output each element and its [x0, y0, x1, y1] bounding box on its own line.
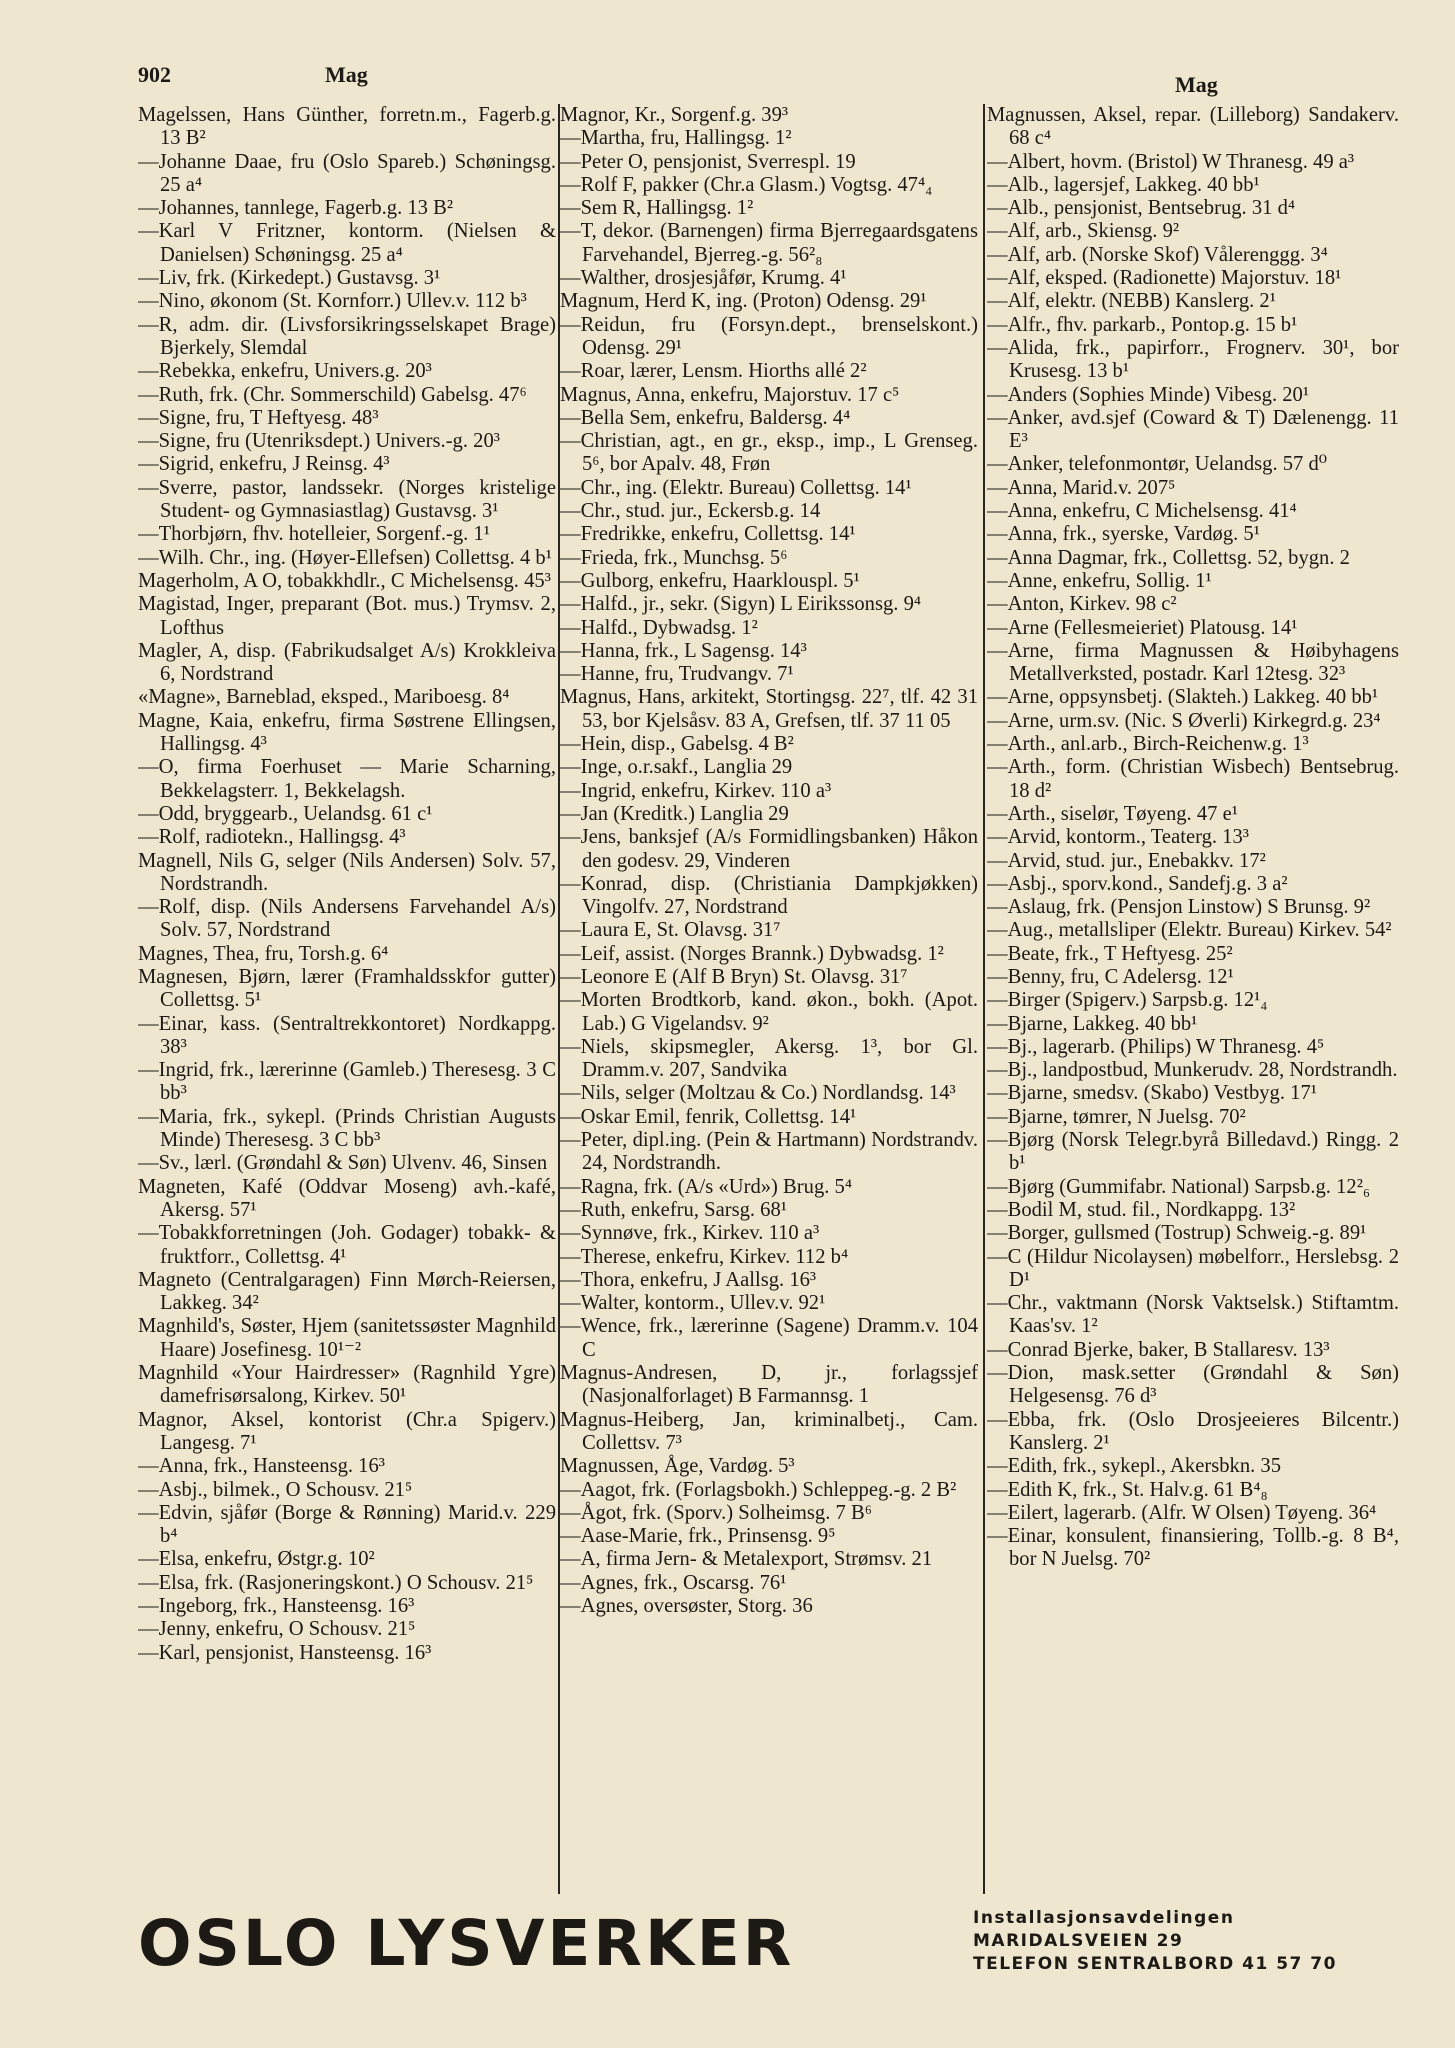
directory-entry: —Liv, frk. (Kirkedept.) Gustavsg. 3¹	[138, 267, 441, 290]
directory-entry: —Rebekka, enkefru, Univers.g. 20³	[138, 360, 432, 383]
directory-entry: —Alf, arb. (Norske Skof) Vålerenggg. 3⁴	[987, 243, 1328, 266]
advertisement-banner	[138, 1905, 1400, 1985]
directory-entry: —Ingeborg, frk., Hansteensg. 16³	[138, 1595, 415, 1617]
directory-entry: —Chr., stud. jur., Eckersb.g. 14	[560, 500, 821, 523]
directory-entry: —Anna, Marid.v. 207⁵	[987, 476, 1176, 499]
directory-entry: «Magne», Barneblad, eksped., Mariboesg. 8⁴	[138, 686, 510, 709]
directory-entry: —Benny, fru, C Adelersg. 12¹	[987, 965, 1234, 988]
directory-entry: —Bjørg (Gummifabr. National) Sarpsb.g. 12²₆	[987, 1175, 1371, 1198]
directory-entry: —Bjarne, smedsv. (Skabo) Vestbyg. 17¹	[987, 1082, 1317, 1105]
directory-entry: —Ebba, frk. (Oslo Drosjeeieres Bilcentr.) Kanslerg. 2¹	[987, 1408, 1399, 1454]
directory-entry: —Fredrikke, enkefru, Collettsg. 14¹	[560, 523, 856, 546]
directory-entry: —Einar, konsulent, finansiering, Tollb.-g. 8 B⁴, bor N Juelsg. 70²	[987, 1525, 1399, 1571]
directory-column-2	[560, 104, 978, 1904]
directory-entry: —Konrad, disp. (Christiania Dampkjøkken) Vingolfv. 27, Nordstrand	[560, 872, 978, 919]
directory-entry: —Birger (Spigerv.) Sarpsb.g. 12¹₄	[987, 989, 1268, 1012]
directory-entry: Magler, A, disp. (Fabrikudsalget A/s) Krokkleiva 6, Nordstrand	[138, 639, 556, 686]
directory-entry: —Agnes, frk., Oscarsg. 76¹	[560, 1571, 787, 1594]
directory-entry: Magnus-Heiberg, Jan, kriminalbetj., Cam. Collettsv. 7³	[560, 1408, 978, 1454]
directory-entry: —Alb., lagersjef, Lakkeg. 40 bb¹	[987, 173, 1260, 196]
directory-entry: —Arne, urm.sv. (Nic. S Øverli) Kirkegrd.g. 23⁴	[987, 709, 1381, 732]
directory-entry: —Gulborg, enkefru, Haarklouspl. 5¹	[560, 569, 860, 592]
directory-entry: —Bjarne, tømrer, N Juelsg. 70²	[987, 1105, 1246, 1128]
directory-entry: —Odd, bryggearb., Uelandsg. 61 c¹	[138, 802, 433, 825]
directory-entry: —Anne, enkefru, Sollig. 1¹	[987, 569, 1212, 592]
directory-entry: —A, firma Jern- & Metalexport, Strømsv. 21	[560, 1548, 933, 1571]
directory-entry: —Conrad Bjerke, baker, B Stallaresv. 13³	[987, 1338, 1330, 1361]
directory-entry: Magerholm, A O, tobakkhdlr., C Michelsensg. 45³	[138, 569, 551, 592]
directory-entry: —Agnes, oversøster, Storg. 36	[560, 1595, 813, 1617]
directory-entry: —Martha, fru, Hallingsg. 1²	[560, 127, 792, 150]
directory-entry: —Inge, o.r.sakf., Langlia 29	[560, 756, 793, 779]
directory-entry: —Walther, drosjesjåfør, Krumg. 4¹	[560, 267, 847, 290]
directory-entry: —Bella Sem, enkefru, Baldersg. 4⁴	[560, 406, 851, 429]
ad-address: MARIDALSVEIEN 29	[973, 1931, 1184, 1951]
directory-entry: —Alf, eksped. (Radionette) Majorstuv. 18¹	[987, 267, 1342, 290]
directory-entry: —Alf, arb., Skiensg. 9²	[987, 220, 1180, 243]
directory-entry: —Arvid, stud. jur., Enebakkv. 17²	[987, 849, 1266, 872]
directory-entry: —Anna, enkefru, C Michelsensg. 41⁴	[987, 500, 1297, 523]
directory-entry: —Sigrid, enkefru, J Reinsg. 4³	[138, 453, 390, 476]
directory-entry: Magnus, Anna, enkefru, Majorstuv. 17 c⁵	[560, 383, 900, 406]
directory-entry: —Ruth, enkefru, Sarsg. 68¹	[560, 1198, 787, 1221]
directory-entry: —Dion, mask.setter (Grøndahl & Søn) Helgesensg. 76 d³	[987, 1362, 1399, 1408]
directory-entry: —Maria, frk., sykepl. (Prinds Christian Augusts Minde) Theresesg. 3 C bb³	[138, 1105, 556, 1152]
directory-entry: —Johanne Daae, fru (Oslo Spareb.) Schøningsg. 25 a⁴	[138, 150, 556, 196]
directory-entry: —Alida, frk., papirforr., Frognerv. 30¹, bor Krusesg. 13 b¹	[987, 336, 1399, 383]
directory-entry: —Signe, fru, T Heftyesg. 48³	[138, 406, 379, 429]
directory-entry: —Therese, enkefru, Kirkev. 112 b⁴	[560, 1245, 849, 1268]
directory-entry: —Oskar Emil, fenrik, Collettsg. 14¹	[560, 1105, 857, 1128]
running-head-left: Mag	[325, 62, 368, 87]
directory-entry: Magistad, Inger, preparant (Bot. mus.) Trymsv. 2, Lofthus	[138, 593, 556, 639]
directory-entry: —Christian, agt., en gr., eksp., imp., L Grenseg. 5⁶, bor Apalv. 48, Frøn	[560, 430, 978, 476]
directory-entry: Magnum, Herd K, ing. (Proton) Odensg. 29¹	[560, 290, 927, 313]
directory-entry: —Anders (Sophies Minde) Vibesg. 20¹	[987, 383, 1310, 406]
directory-entry: —Edith K, frk., St. Halv.g. 61 B⁴₈	[987, 1478, 1268, 1501]
directory-entry: Magelssen, Hans Günther, forretn.m., Fagerb.g. 13 B²	[138, 104, 556, 150]
directory-entry: Magnussen, Aksel, repar. (Lilleborg) Sandakerv. 68 c⁴	[987, 104, 1399, 150]
directory-entry: —Borger, gullsmed (Tostrup) Schweig.-g. 89¹	[987, 1222, 1367, 1245]
directory-entry: —Johannes, tannlege, Fagerb.g. 13 B²	[138, 197, 454, 220]
directory-column-1	[138, 104, 556, 1904]
directory-entry: Magnor, Aksel, kontorist (Chr.a Spigerv.) Langesg. 7¹	[138, 1408, 556, 1454]
directory-entry: —Ruth, frk. (Chr. Sommerschild) Gabelsg. 47⁶	[138, 383, 527, 406]
directory-entry: —Anna, frk., Hansteensg. 16³	[138, 1455, 385, 1478]
directory-entry: —Thorbjørn, fhv. hotelleier, Sorgenf.-g. 1¹	[138, 523, 490, 546]
directory-entry: —Anker, telefonmontør, Uelandsg. 57 d⁰	[987, 453, 1328, 476]
directory-entry: —Anton, Kirkev. 98 c²	[987, 593, 1177, 616]
directory-entry: —Aagot, frk. (Forlagsbokh.) Schleppeg.-g. 2 B²	[560, 1478, 957, 1501]
directory-entry: —Edith, frk., sykepl., Akersbkn. 35	[987, 1455, 1282, 1478]
directory-entry: —C (Hildur Nicolaysen) møbelforr., Herslebsg. 2 D¹	[987, 1245, 1399, 1291]
directory-entry: —Alb., pensjonist, Bentsebrug. 31 d⁴	[987, 197, 1296, 220]
directory-entry: —Chr., vaktmann (Norsk Vaktselsk.) Stiftamtm. Kaas'sv. 1²	[987, 1292, 1399, 1338]
directory-entry: —Jan (Kreditk.) Langlia 29	[560, 802, 789, 825]
directory-entry: —Sv., lærl. (Grøndahl & Søn) Ulvenv. 46, Sinsen	[138, 1152, 548, 1175]
directory-entry: —O, firma Foerhuset — Marie Scharning, Bekkelagsterr. 1, Bekkelagsh.	[138, 756, 556, 802]
directory-entry: —Bj., lagerarb. (Philips) W Thranesg. 4⁵	[987, 1035, 1325, 1058]
directory-entry: —Karl V Fritzner, kontorm. (Nielsen & Danielsen) Schøningsg. 25 a⁴	[138, 220, 556, 266]
directory-entry: Magnhild's, Søster, Hjem (sanitetssøster Magnhild Haare) Josefinesg. 10¹⁻²	[138, 1315, 556, 1361]
directory-entry: —Einar, kass. (Sentraltrekkontoret) Nordkappg. 38³	[138, 1012, 556, 1058]
ad-department: Installasjonsavdelingen	[973, 1908, 1235, 1928]
directory-entry: —Anker, avd.sjef (Coward & T) Dælenengg. 11 E³	[987, 406, 1399, 453]
directory-entry: —Nino, økonom (St. Kornforr.) Ullev.v. 112 b³	[138, 290, 527, 313]
directory-entry: —Asbj., bilmek., O Schousv. 21⁵	[138, 1478, 413, 1501]
running-head-right: Mag	[1175, 72, 1218, 97]
directory-entry: Magnesen, Bjørn, lærer (Framhaldsskfor gutter) Collettsg. 5¹	[138, 965, 556, 1012]
directory-entry: —Wence, frk., lærerinne (Sagene) Dramm.v. 104 C	[560, 1315, 978, 1361]
directory-entry: —Hein, disp., Gabelsg. 4 B²	[560, 733, 794, 756]
directory-entry: Magnes, Thea, fru, Torsh.g. 6⁴	[138, 942, 389, 965]
directory-entry: —Arvid, kontorm., Teaterg. 13³	[987, 826, 1249, 849]
directory-entry: —Hanne, fru, Trudvangv. 7¹	[560, 663, 794, 686]
directory-entry: —Aug., metallsliper (Elektr. Bureau) Kirkev. 54²	[987, 919, 1392, 942]
column-divider	[983, 104, 985, 1894]
directory-entry: —Rolf, radiotekn., Hallingsg. 4³	[138, 826, 406, 849]
directory-entry: Magneto (Centralgaragen) Finn Mørch-Reiersen, Lakkeg. 34²	[138, 1268, 556, 1315]
directory-entry: —Anna Dagmar, frk., Collettsg. 52, bygn. 2	[987, 546, 1350, 569]
directory-entry: —Elsa, enkefru, Østgr.g. 10²	[138, 1548, 375, 1571]
directory-entry: —Arne, oppsynsbetj. (Slakteh.) Lakkeg. 40 bb¹	[987, 686, 1379, 709]
directory-entry: —Arth., anl.arb., Birch-Reichenw.g. 1³	[987, 733, 1309, 756]
directory-entry: —Hanna, frk., L Sagensg. 14³	[560, 639, 807, 662]
directory-entry: —Peter O, pensjonist, Sverrespl. 19	[560, 150, 856, 173]
directory-entry: —Ragna, frk. (A/s «Urd») Brug. 5⁴	[560, 1175, 853, 1198]
directory-entry: —Niels, skipsmegler, Akersg. 1³, bor Gl. Dramm.v. 207, Sandvika	[560, 1035, 978, 1082]
directory-entry: —Morten Brodtkorb, kand. økon., bokh. (Apot. Lab.) G Vigelandsv. 9²	[560, 989, 978, 1035]
directory-entry: —Asbj., sporv.kond., Sandefj.g. 3 a²	[987, 872, 1288, 895]
directory-entry: —Ågot, frk. (Sporv.) Solheimsg. 7 B⁶	[560, 1501, 872, 1524]
directory-entry: Magnus, Hans, arkitekt, Stortingsg. 22⁷, tlf. 42 31 53, bor Kjelsåsv. 83 A, Grefsen, tlf. 37 11 05	[560, 686, 978, 732]
directory-entry: —Leonore E (Alf B Bryn) St. Olavsg. 31⁷	[560, 965, 908, 988]
directory-entry: —Bjarne, Lakkeg. 40 bb¹	[987, 1012, 1198, 1035]
directory-entry: —Halfd., Dybwadsg. 1²	[560, 616, 758, 639]
directory-entry: —R, adm. dir. (Livsforsikringsselskapet Brage) Bjerkely, Slemdal	[138, 313, 556, 359]
directory-column-3	[987, 104, 1399, 1904]
directory-entry: —Sem R, Hallingsg. 1²	[560, 197, 754, 220]
directory-entry: —Laura E, St. Olavsg. 31⁷	[560, 919, 781, 942]
directory-entry: —Halfd., jr., sekr. (Sigyn) L Eirikssonsg. 9⁴	[560, 593, 922, 616]
directory-entry: —Tobakkforretningen (Joh. Godager) tobakk- & fruktforr., Collettsg. 4¹	[138, 1222, 556, 1268]
directory-entry: —Albert, hovm. (Bristol) W Thranesg. 49 a³	[987, 150, 1355, 173]
directory-entry: —Aslaug, frk. (Pensjon Linstow) S Brunsg. 9²	[987, 896, 1371, 919]
directory-entry: —Anna, frk., syerske, Vardøg. 5¹	[987, 523, 1260, 546]
directory-entry: —Frieda, frk., Munchsg. 5⁶	[560, 546, 788, 569]
directory-entry: —Synnøve, frk., Kirkev. 110 a³	[560, 1222, 820, 1245]
directory-entry: —Karl, pensjonist, Hansteensg. 16³	[138, 1641, 432, 1664]
directory-entry: —Jens, banksjef (A/s Formidlingsbanken) Håkon den godesv. 29, Vinderen	[560, 826, 978, 872]
directory-entry: —Arth., siselør, Tøyeng. 47 e¹	[987, 802, 1238, 825]
directory-entry: Magnus-Andresen, D, jr., forlagssjef (Nasjonalforlaget) B Farmannsg. 1	[560, 1362, 978, 1408]
directory-entry: —Sverre, pastor, landssekr. (Norges kristelige Student- og Gymnasiastlag) Gustavsg. 3¹	[138, 476, 556, 523]
directory-entry: —Beate, frk., T Heftyesg. 25²	[987, 942, 1233, 965]
directory-entry: —Rolf F, pakker (Chr.a Glasm.) Vogtsg. 47⁴₄	[560, 173, 933, 196]
directory-entry: —Bj., landpostbud, Munkerudv. 28, Nordstrandh.	[987, 1059, 1398, 1082]
advertiser-details	[973, 1907, 1400, 1976]
directory-entry: Magne, Kaia, enkefru, firma Søstrene Ellingsen, Hallingsg. 4³	[138, 709, 556, 756]
directory-entry: Magnussen, Åge, Vardøg. 5³	[560, 1455, 795, 1478]
directory-entry: —Edvin, sjåfør (Borge & Rønning) Marid.v. 229 b⁴	[138, 1501, 556, 1548]
directory-entry: Magnell, Nils G, selger (Nils Andersen) Solv. 57, Nordstrandh.	[138, 849, 556, 895]
directory-entry: —Walter, kontorm., Ullev.v. 92¹	[560, 1292, 826, 1315]
directory-entry: —Bodil M, stud. fil., Nordkappg. 13²	[987, 1198, 1296, 1221]
ad-telephone: TELEFON SENTRALBORD 41 57 70	[973, 1954, 1337, 1974]
directory-entry: —Ingrid, enkefru, Kirkev. 110 a³	[560, 779, 832, 802]
directory-entry: —Peter, dipl.ing. (Pein & Hartmann) Nordstrandv. 24, Nordstrandh.	[560, 1129, 978, 1175]
page-number: 902	[138, 62, 171, 87]
directory-entry: —Bjørg (Norsk Telegr.byrå Billedavd.) Ringg. 2 b¹	[987, 1129, 1399, 1175]
directory-entry: —Rolf, disp. (Nils Andersens Farvehandel A/s) Solv. 57, Nordstrand	[138, 896, 556, 942]
directory-entry: —Signe, fru (Utenriksdept.) Univers.-g. 20³	[138, 430, 500, 453]
directory-entry: —Arne (Fellesmeieriet) Platousg. 14¹	[987, 616, 1298, 639]
directory-entry: —Alf, elektr. (NEBB) Kanslerg. 2¹	[987, 290, 1276, 313]
directory-entry: —T, dekor. (Barnengen) firma Bjerregaardsgatens Farvehandel, Bjerreg.-g. 56²₈	[560, 220, 978, 266]
directory-entry: —Arne, firma Magnussen & Høibyhagens Metallverksted, postadr. Karl 12tesg. 32³	[987, 639, 1399, 686]
directory-entry: —Reidun, fru (Forsyn.dept., brenselskont.) Odensg. 29¹	[560, 313, 978, 359]
directory-entry: —Arth., form. (Christian Wisbech) Bentsebrug. 18 d²	[987, 756, 1399, 802]
directory-entry: —Alfr., fhv. parkarb., Pontop.g. 15 b¹	[987, 313, 1298, 336]
directory-entry: Magnor, Kr., Sorgenf.g. 39³	[560, 104, 789, 126]
directory-entry: —Chr., ing. (Elektr. Bureau) Collettsg. 14¹	[560, 476, 912, 499]
directory-entry: —Wilh. Chr., ing. (Høyer-Ellefsen) Collettsg. 4 b¹	[138, 546, 552, 569]
advertiser-name: OSLO LYSVERKER	[138, 1907, 795, 1980]
directory-entry: —Ingrid, frk., lærerinne (Gamleb.) Theresesg. 3 C bb³	[138, 1059, 556, 1105]
directory-entry: —Elsa, frk. (Rasjoneringskont.) O Schousv. 21⁵	[138, 1571, 534, 1594]
directory-entry: —Eilert, lagerarb. (Alfr. W Olsen) Tøyeng. 36⁴	[987, 1501, 1377, 1524]
directory-entry: Magneten, Kafé (Oddvar Moseng) avh.-kafé, Akersg. 57¹	[138, 1175, 556, 1221]
directory-entry: —Leif, assist. (Norges Brannk.) Dybwadsg. 1²	[560, 942, 944, 965]
directory-entry: —Roar, lærer, Lensm. Hiorths allé 2²	[560, 360, 867, 383]
directory-entry: —Aase-Marie, frk., Prinsensg. 9⁵	[560, 1525, 836, 1548]
directory-entry: —Nils, selger (Moltzau & Co.) Nordlandsg. 14³	[560, 1082, 956, 1105]
directory-entry: Magnhild «Your Hairdresser» (Ragnhild Ygre) damefrisørsalong, Kirkev. 50¹	[138, 1362, 556, 1408]
directory-entry: —Jenny, enkefru, O Schousv. 21⁵	[138, 1618, 416, 1641]
directory-entry: —Thora, enkefru, J Aallsg. 16³	[560, 1268, 817, 1291]
